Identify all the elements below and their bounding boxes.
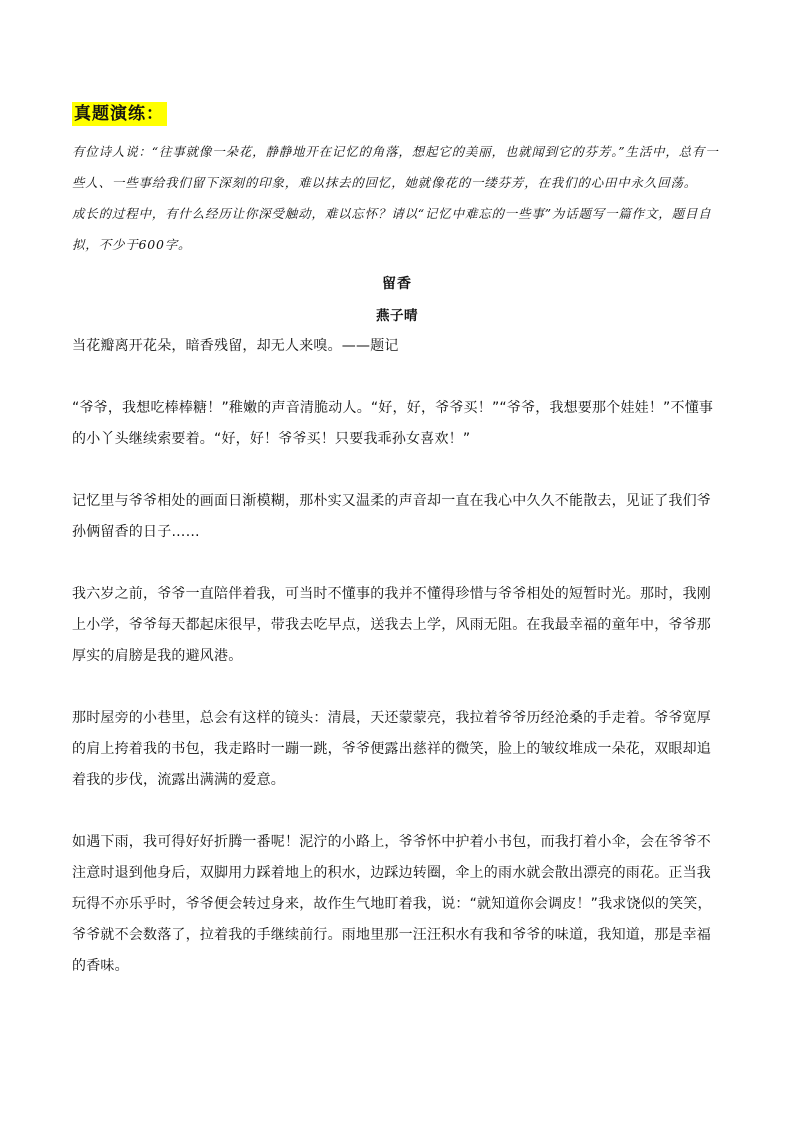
- essay-author: 燕子晴: [376, 308, 418, 324]
- essay-paragraph: 那时屋旁的小巷里，总会有这样的镜头：清晨，天还蒙蒙亮，我拉着爷爷历经沧桑的手走着。爷爷宽厚的肩上挎着我的书包，我走路时一蹦一跳，爷爷便露出慈祥的微笑，脸上的皱纹堆成一朵花，双眼却追着我的步伐，流露出满满的爱意。: [72, 710, 711, 788]
- essay-paragraph: 记忆里与爷爷相处的画面日渐模糊，那朴实又温柔的声音却一直在我心中久久不能散去，见证了我们爷孙俩留香的日子……: [72, 493, 711, 540]
- prompt-paragraph: 有位诗人说：“往事就像一朵花，静静地开在记忆的角落，想起它的美丽，也就闻到它的芬芳。”生活中，总有一些人、一些事给我们留下深刻的印象，难以抹去的回忆，她就像花的一缕芬芳，在我们的心田中永久回荡。: [72, 144, 719, 190]
- essay-paragraph: “爷爷，我想吃棒棒糖！”稚嫩的声音清脆动人。“好，好，爷爷买！”“爷爷，我想要那个娃娃！”不懂事的小丫头继续索要着。“好，好！爷爷买！只要我乖孙女喜欢！”: [72, 400, 714, 447]
- essay-paragraph: 如遇下雨，我可得好好折腾一番呢！泥泞的小路上，爷爷怀中护着小书包，而我打着小伞，会在爷爷不注意时退到他身后，双脚用力踩着地上的积水，边踩边转圈，伞上的雨水就会散出漂亮的雨花。正当我玩得不亦乐乎时，爷爷便会转过身来，故作生气地盯着我，说：“就知道你会调皮！”我求饶似的笑笑，爷爷就不会数落了，拉着我的手继续前行。雨地里那一汪汪积水有我和爷爷的味道，我知道，那是幸福的香味。: [72, 834, 712, 974]
- prompt-paragraph: 成长的过程中，有什么经历让你深受触动，难以忘怀？请以“记忆中难忘的一些事”为话题写一篇作文，题目自拟，不少于600字。: [72, 206, 712, 252]
- essay-title: 留香: [382, 276, 412, 292]
- document-page: [72, 102, 722, 1013]
- essay-epigraph: 当花瓣离开花朵，暗香残留，却无人来嗅。——题记: [72, 338, 399, 354]
- writing-prompt: [72, 136, 722, 260]
- section-heading: 真题演练：: [72, 102, 167, 126]
- essay-paragraph: 我六岁之前，爷爷一直陪伴着我，可当时不懂事的我并不懂得珍惜与爷爷相处的短暂时光。那时，我刚上小学，爷爷每天都起床很早，带我去吃早点，送我去上学，风雨无阻。在我最幸福的童年中，爷爷那厚实的肩膀是我的避风港。: [72, 586, 711, 664]
- essay-body: [72, 331, 722, 982]
